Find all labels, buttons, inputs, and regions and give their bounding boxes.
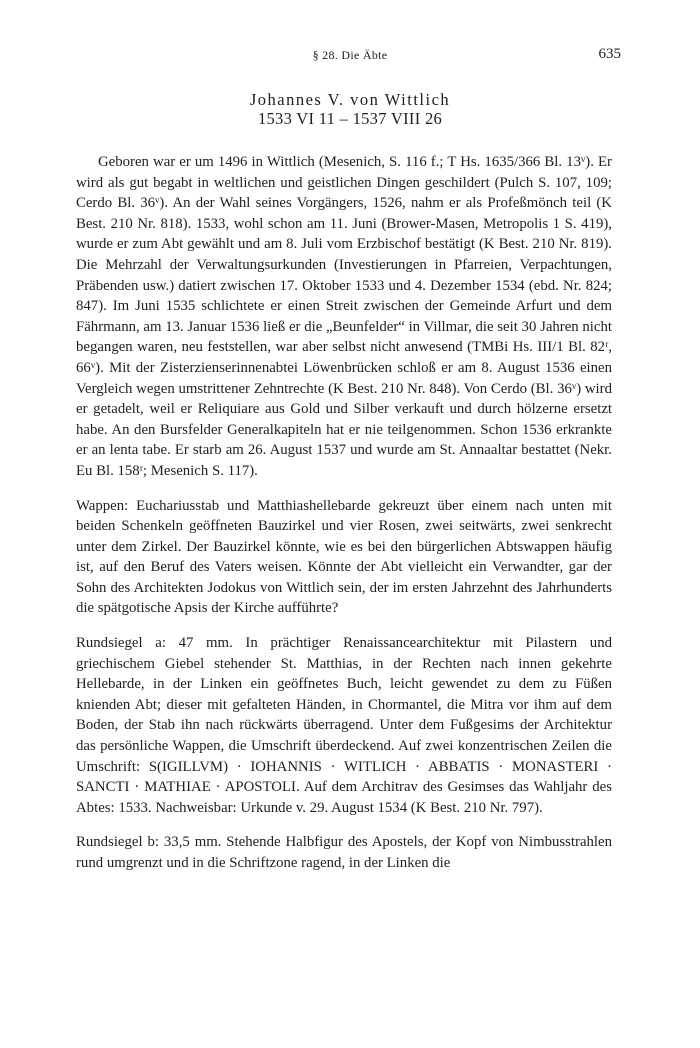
body-text: [76, 152, 612, 888]
running-head: [0, 48, 700, 68]
section-heading: § 28. Die Äbte: [312, 48, 388, 62]
abbot-dates: 1533 VI 11 – 1537 VIII 26: [257, 109, 443, 128]
page-number: 635: [598, 46, 621, 62]
seal-b-paragraph: Rundsiegel b: 33,5 mm. Stehende Halbfigur des Apostels, der Kopf von Nimbusstrahlen rund umgrenzt und in die Schriftzone ragend, in der Linken die: [76, 834, 612, 871]
abbot-name: Johannes V. von Wittlich: [249, 90, 451, 109]
seal-a-paragraph: Rundsiegel a: 47 mm. In prächtiger Renaissancearchitektur mit Pilastern und griechischem Giebel stehender St. Matthias, in der Rechten nach innen gekehrte Hellebarde, in der Linken ein geöffnetes Buch, leicht gewendet zu dem zu Füßen knienden Abt; dieser mit gefalteten Händen, in Chormantel, die Mitra vor ihm auf dem Boden, der Stab ihn nach rückwärts überragend. Unter dem Fußgesims der Architektur das persönliche Wappen, die Umschrift überdeckend. Auf zwei konzentrischen Zeilen die Umschrift: S(IGILLVM) · IOHANNIS · WITLICH · ABBATIS · MONASTERI · SANCTI · MATHIAE · APOSTOLI. Auf dem Architrav des Gesimses das Wahljahr des Abtes: 1533. Nachweisbar: Urkunde v. 29. August 1534 (K Best. 210 Nr. 797).: [76, 635, 612, 816]
biography-paragraph: Geboren war er um 1496 in Wittlich (Mesenich, S. 116 f.; T Hs. 1635/366 Bl. 13ᵛ). Er wird als gut begabt in weltlichen und geistlichen Dingen geschildert (Pulch S. 107, 109; Cerdo Bl. 36ᵛ). An der Wahl seines Vorgängers, 1526, nahm er als Profeßmönch teil (K Best. 210 Nr. 818). 1533, wohl schon am 11. Juni (Brower-Masen, Metropolis 1 S. 419), wurde er zum Abt gewählt und am 8. Juli vom Erzbischof bestätigt (K Best. 210 Nr. 819). Die Mehrzahl der Verwaltungsurkunden (Investierungen in Pfarreien, Verpachtungen, Präbenden usw.) datiert zwischen 17. Oktober 1533 und 4. Dezember 1534 (ebd. Nr. 824; 847). Im Juni 1535 schlichtete er einen Streit zwischen der Gemeinde Arfurt und dem Fährmann, am 13. Januar 1536 ließ er die „Beunfelder“ in Villmar, die seit 30 Jahren nicht begangen waren, neu feststellen, war aber selbst nicht anwesend (TMBi Hs. III/1 Bl. 82ʳ, 66ᵛ). Mit der Zisterzienserinnenabtei Löwenbrücken schloß er am 8. August 1536 einen Vergleich wegen umstrittener Zehntrechte (K Best. 210 Nr. 848). Von Cerdo (Bl. 36ᵛ) wird er getadelt, weil er Reliquiare aus Gold und Silber verkauft und durch hölzerne ersetzt habe. An den Bursfelder Generalkapiteln hat er nie teilgenommen. Schon 1536 erkrankte er an lenta tabe. Er starb am 26. August 1537 und wurde am St. Annaaltar bestattet (Nekr. Eu Bl. 158ʳ; Mesenich S. 117).: [76, 154, 612, 479]
entry-title: [0, 90, 700, 128]
coat-of-arms-paragraph: Wappen: Euchariusstab und Matthiashellebarde gekreuzt über einem nach unten mit beiden Schenkeln geöffneten Bauzirkel und vier Rosen, zwei seitwärts, zwei senkrecht unter dem Zirkel. Der Bauzirkel könnte, wie es bei den bürgerlichen Abtswappen häufig ist, auf den Beruf des Vaters weisen. Könnte der Abt vielleicht ein Verwandter, gar der Sohn des Architekten Jodokus von Wittlich sein, der im ersten Jahrzehnt des Jahrhunderts die spätgotische Apsis der Kirche aufführte?: [76, 497, 612, 617]
